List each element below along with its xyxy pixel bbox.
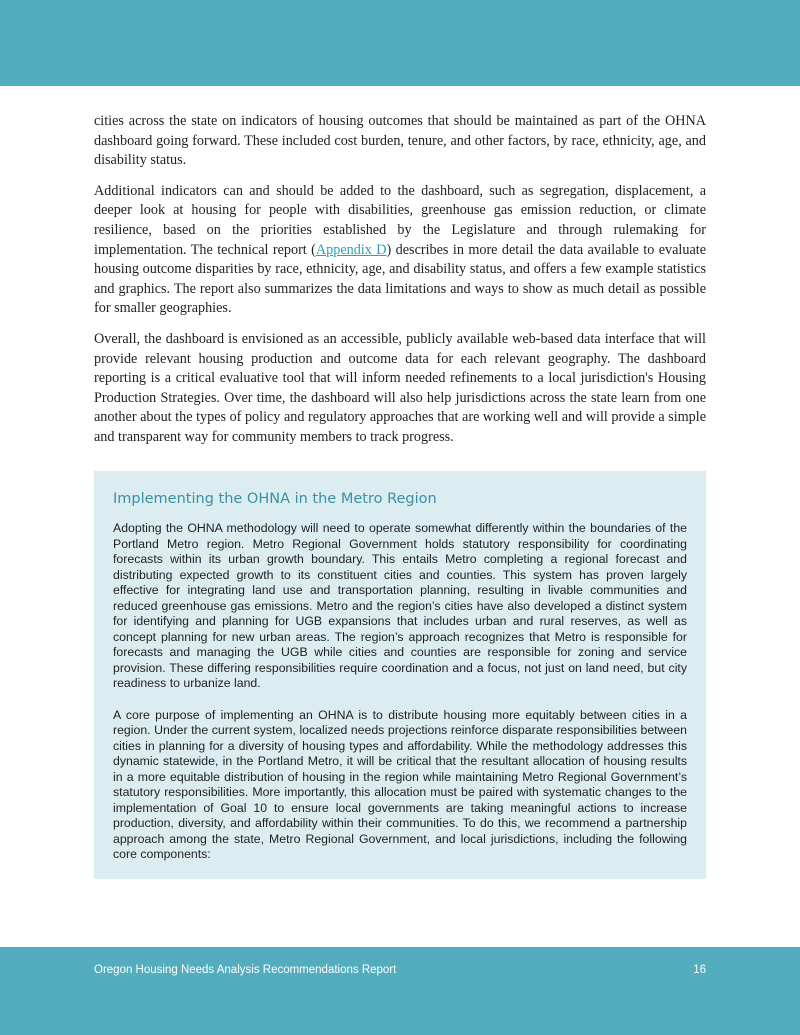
body-text [94,112,706,459]
callout-title: Implementing the OHNA in the Metro Region [113,491,437,507]
callout-paragraph-2: A core purpose of implementing an OHNA is to distribute housing more equitably between cities in a region. Under the current system, localized needs projections reinforce disparate responsibilities between cities in planning for a diversity of housing types and affordability. While the methodology addresses this dynamic statewide, in the Portland Metro, it will be critical that the resultant allocation of housing results in a more equitable distribution of housing in the region while maintaining Metro Regional Government’s statutory responsibilities. More importantly, this allocation must be paired with systematic changes to the implementation of Goal 10 to ensure local governments are taking meaningful actions to increase production, diversity, and affordability within their communities. To do this, we recommend a partnership approach among the state, Metro Regional Government, and local jurisdictions, including the following core components: [113,707,687,861]
body-paragraph-2-text-before: Additional indicators can and should be added to the dashboard, such as segregation, displacement, a deeper look at housing for people with disabilities, greenhouse gas emission reduction, or climate resilience, based on the priorities established by the Legislature and through rulemaking for implementation. The technical report ( [94,182,706,258]
footer-report-title: Oregon Housing Needs Analysis Recommendations Report [94,964,397,976]
body-paragraph-2 [94,182,706,319]
appendix-d-link[interactable]: Appendix D [315,241,387,258]
body-paragraph-1: cities across the state on indicators of housing outcomes that should be maintained as part of the OHNA dashboard going forward. These included cost burden, tenure, and other factors, by race, ethnicity, age, and disability status. [94,113,706,169]
body-paragraph-3: Overall, the dashboard is envisioned as an accessible, publicly available web-based data interface that will provide relevant housing production and outcome data for each relevant geography. The dashboard reporting is a critical evaluative tool that will inform needed refinements to a local jurisdiction's Housing Production Strategies. Over time, the dashboard will also help jurisdictions across the state learn from one another about the types of policy and regulatory approaches that are working well and will provide a simple and transparent way for community members to track progress. [94,330,706,445]
metro-region-callout-box [94,471,706,879]
header-band [0,0,800,86]
page-number: 16 [693,964,706,976]
footer-band [0,947,800,1035]
callout-paragraph-1: Adopting the OHNA methodology will need to operate somewhat differently within the boundaries of the Portland Metro region. Metro Regional Government holds statutory responsibility for coordinating forecasts within its urban growth boundary. This entails Metro completing a regional forecast and distributing expected growth to its constituent cities and counties. This system has proven largely effective for integrating land use and transportation planning, resulting in livable communities and reduced greenhouse gas emissions. Metro and the region’s cities have also developed a distinct system for identifying and planning for UGB expansions that includes urban and rural reserves, as well as concept planning for new urban areas. The region’s approach recognizes that Metro is responsible for forecasts and managing the UGB while cities and counties are responsible for zoning and service provision. These differing responsibilities require coordination and a focus, not just on land need, but city readiness to urbanize land. [113,521,687,690]
body-paragraph-2-text-after: ) describes in more detail the data available to evaluate housing outcome disparities by race, ethnicity, age, and disability status, and offers a few example statistics and graphics. The report also summarizes the data limitations and ways to show as much detail as possible for smaller geographies. [94,241,706,317]
